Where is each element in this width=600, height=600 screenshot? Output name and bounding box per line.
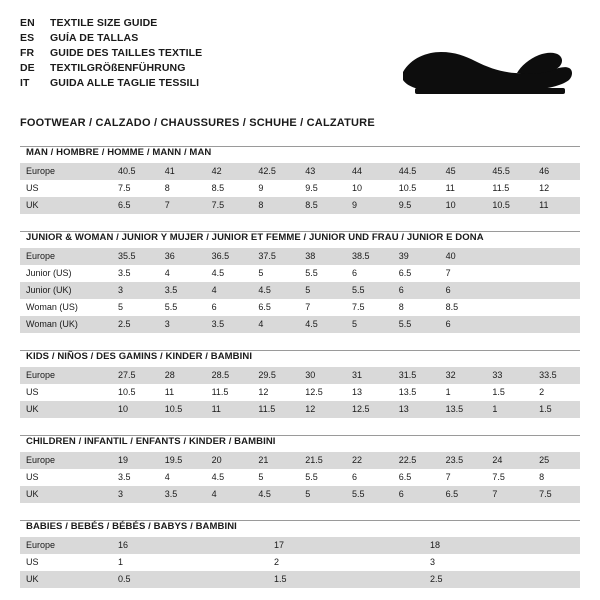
- size-cell: 6: [440, 282, 487, 299]
- size-cell: 22: [346, 452, 393, 469]
- size-cell: 1: [112, 554, 268, 571]
- size-cell: 4.5: [299, 316, 346, 333]
- size-cell: 11: [159, 384, 206, 401]
- language-title: TEXTILGRÖßENFÜHRUNG: [50, 62, 186, 74]
- size-cell: 42.5: [252, 163, 299, 180]
- table-row: [20, 265, 580, 282]
- table-row: [20, 537, 580, 554]
- size-cell: 1: [486, 401, 533, 418]
- size-cell: [486, 316, 533, 333]
- size-cell: 3: [112, 486, 159, 503]
- size-cell: 1.5: [268, 571, 424, 588]
- size-table: [20, 452, 580, 503]
- size-cell: 11: [440, 180, 487, 197]
- size-cell: 6.5: [252, 299, 299, 316]
- size-cell: 5: [112, 299, 159, 316]
- size-cell: 43: [299, 163, 346, 180]
- size-cell: 10: [112, 401, 159, 418]
- size-cell: 36: [159, 248, 206, 265]
- language-row: [20, 61, 202, 75]
- page-title: FOOTWEAR / CALZADO / CHAUSSURES / SCHUHE / CALZATURE: [20, 117, 375, 129]
- size-cell: 5.5: [299, 469, 346, 486]
- size-cell: 23.5: [440, 452, 487, 469]
- size-cell: 11: [533, 197, 580, 214]
- size-cell: 39: [393, 248, 440, 265]
- size-cell: 9: [346, 197, 393, 214]
- size-cell: 7: [486, 486, 533, 503]
- size-cell: 41: [159, 163, 206, 180]
- size-cell: 7: [159, 197, 206, 214]
- size-cell: 3: [112, 282, 159, 299]
- size-cell: 19.5: [159, 452, 206, 469]
- table-row: [20, 316, 580, 333]
- table-row: [20, 384, 580, 401]
- row-label: UK: [20, 401, 112, 418]
- size-cell: 12: [533, 180, 580, 197]
- size-cell: [486, 248, 533, 265]
- size-cell: 8.5: [206, 180, 253, 197]
- language-title: GUIDE DES TAILLES TEXTILE: [50, 47, 203, 59]
- size-tables: [20, 146, 580, 588]
- size-cell: 13: [346, 384, 393, 401]
- size-cell: 5.5: [159, 299, 206, 316]
- size-cell: 2.5: [424, 571, 580, 588]
- size-cell: 9: [252, 180, 299, 197]
- size-cell: 17: [268, 537, 424, 554]
- table-row: [20, 197, 580, 214]
- size-cell: 12.5: [299, 384, 346, 401]
- size-cell: 6: [346, 265, 393, 282]
- size-cell: 40.5: [112, 163, 159, 180]
- size-cell: 24: [486, 452, 533, 469]
- size-cell: 3.5: [159, 282, 206, 299]
- size-cell: 8: [533, 469, 580, 486]
- size-cell: 7.5: [112, 180, 159, 197]
- size-cell: 31: [346, 367, 393, 384]
- size-cell: 10.5: [486, 197, 533, 214]
- size-cell: 27.5: [112, 367, 159, 384]
- size-cell: 4: [159, 265, 206, 282]
- size-cell: 6: [393, 282, 440, 299]
- size-cell: 6.5: [393, 469, 440, 486]
- size-cell: 31.5: [393, 367, 440, 384]
- language-code: DE: [20, 62, 35, 74]
- size-cell: 30: [299, 367, 346, 384]
- table-row: [20, 452, 580, 469]
- size-cell: 5.5: [346, 282, 393, 299]
- size-cell: 13.5: [440, 401, 487, 418]
- group-title: JUNIOR & WOMAN / JUNIOR Y MUJER / JUNIOR ET FEMME / JUNIOR UND FRAU / JUNIOR E DONA: [26, 232, 484, 243]
- language-title: TEXTILE SIZE GUIDE: [50, 17, 158, 29]
- size-cell: 4: [206, 486, 253, 503]
- size-cell: 38.5: [346, 248, 393, 265]
- size-cell: 44.5: [393, 163, 440, 180]
- row-label: Junior (UK): [20, 282, 112, 299]
- group-title: BABIES / BEBÉS / BÉBÉS / BABYS / BAMBINI: [26, 521, 237, 532]
- size-cell: 4.5: [206, 265, 253, 282]
- size-cell: 8: [252, 197, 299, 214]
- size-cell: 13.5: [393, 384, 440, 401]
- size-cell: 0.5: [112, 571, 268, 588]
- row-label: Europe: [20, 248, 112, 265]
- size-cell: 10: [346, 180, 393, 197]
- size-cell: 7.5: [206, 197, 253, 214]
- size-cell: 8.5: [299, 197, 346, 214]
- size-cell: 18: [424, 537, 580, 554]
- size-cell: 46: [533, 163, 580, 180]
- size-cell: 3.5: [112, 469, 159, 486]
- size-cell: 21: [252, 452, 299, 469]
- size-cell: 4: [159, 469, 206, 486]
- size-cell: 38: [299, 248, 346, 265]
- size-cell: 5.5: [299, 265, 346, 282]
- language-title: GUIDA ALLE TAGLIE TESSILI: [50, 77, 200, 89]
- language-title: GUÍA DE TALLAS: [50, 32, 139, 44]
- size-cell: 7.5: [486, 469, 533, 486]
- size-cell: [533, 265, 580, 282]
- size-table-group: [20, 231, 580, 333]
- size-cell: 5: [299, 282, 346, 299]
- size-cell: 37.5: [252, 248, 299, 265]
- size-cell: 3: [159, 316, 206, 333]
- size-cell: 4.5: [252, 486, 299, 503]
- language-row: [20, 31, 202, 45]
- language-code: EN: [20, 17, 35, 29]
- language-row: [20, 46, 202, 60]
- size-cell: 45: [440, 163, 487, 180]
- row-label: Europe: [20, 367, 112, 384]
- size-cell: 12: [299, 401, 346, 418]
- size-cell: 21.5: [299, 452, 346, 469]
- size-cell: 6: [346, 469, 393, 486]
- size-cell: [533, 316, 580, 333]
- row-label: US: [20, 180, 112, 197]
- size-cell: 5.5: [346, 486, 393, 503]
- size-cell: [533, 248, 580, 265]
- size-cell: 2.5: [112, 316, 159, 333]
- size-cell: 3.5: [206, 316, 253, 333]
- size-cell: 11.5: [486, 180, 533, 197]
- size-cell: 44: [346, 163, 393, 180]
- size-cell: 6.5: [440, 486, 487, 503]
- size-cell: [486, 282, 533, 299]
- size-cell: 22.5: [393, 452, 440, 469]
- size-cell: [533, 299, 580, 316]
- table-row: [20, 367, 580, 384]
- table-row: [20, 401, 580, 418]
- size-cell: 12.5: [346, 401, 393, 418]
- language-row: [20, 16, 202, 30]
- size-cell: 19: [112, 452, 159, 469]
- size-cell: 5: [346, 316, 393, 333]
- dress-shoe-icon: [389, 28, 574, 103]
- size-cell: 3: [424, 554, 580, 571]
- row-label: US: [20, 554, 112, 571]
- size-cell: 3.5: [159, 486, 206, 503]
- table-row: [20, 248, 580, 265]
- size-cell: 8: [393, 299, 440, 316]
- size-table: [20, 537, 580, 588]
- size-cell: 7: [299, 299, 346, 316]
- table-row: [20, 469, 580, 486]
- size-cell: 20: [206, 452, 253, 469]
- size-cell: 25: [533, 452, 580, 469]
- row-label: Europe: [20, 537, 112, 554]
- size-cell: 8: [159, 180, 206, 197]
- size-cell: 45.5: [486, 163, 533, 180]
- size-cell: 29.5: [252, 367, 299, 384]
- size-cell: 10.5: [159, 401, 206, 418]
- size-cell: 5.5: [393, 316, 440, 333]
- size-cell: 11.5: [206, 384, 253, 401]
- table-row: [20, 282, 580, 299]
- size-cell: 28.5: [206, 367, 253, 384]
- row-label: Europe: [20, 452, 112, 469]
- size-table-group: [20, 350, 580, 418]
- size-cell: 5: [252, 469, 299, 486]
- row-label: Junior (US): [20, 265, 112, 282]
- size-cell: 32: [440, 367, 487, 384]
- size-cell: [533, 282, 580, 299]
- language-code: FR: [20, 47, 35, 59]
- size-table: [20, 163, 580, 214]
- group-title: CHILDREN / INFANTIL / ENFANTS / KINDER / BAMBINI: [26, 436, 276, 447]
- size-cell: 2: [533, 384, 580, 401]
- size-cell: 10.5: [393, 180, 440, 197]
- size-cell: 6: [440, 316, 487, 333]
- size-cell: 7.5: [533, 486, 580, 503]
- size-cell: 6: [393, 486, 440, 503]
- size-cell: 13: [393, 401, 440, 418]
- row-label: US: [20, 384, 112, 401]
- table-row: [20, 299, 580, 316]
- header: [20, 16, 580, 103]
- size-cell: 1.5: [486, 384, 533, 401]
- size-cell: [486, 299, 533, 316]
- size-cell: 10.5: [112, 384, 159, 401]
- table-row: [20, 554, 580, 571]
- size-table-group: [20, 146, 580, 214]
- language-title-list: [20, 16, 202, 90]
- size-cell: 4: [206, 282, 253, 299]
- size-cell: 5: [252, 265, 299, 282]
- size-cell: 40: [440, 248, 487, 265]
- row-label: Europe: [20, 163, 112, 180]
- size-cell: 6.5: [393, 265, 440, 282]
- size-cell: 7: [440, 265, 487, 282]
- size-cell: 7: [440, 469, 487, 486]
- row-label: UK: [20, 197, 112, 214]
- row-label: Woman (US): [20, 299, 112, 316]
- size-cell: 6.5: [112, 197, 159, 214]
- size-cell: 3.5: [112, 265, 159, 282]
- group-title: KIDS / NIÑOS / DES GAMINS / KINDER / BAMBINI: [26, 351, 253, 362]
- row-label: UK: [20, 571, 112, 588]
- size-cell: 4: [252, 316, 299, 333]
- size-cell: 33.5: [533, 367, 580, 384]
- size-cell: 2: [268, 554, 424, 571]
- size-cell: 33: [486, 367, 533, 384]
- size-cell: 4.5: [206, 469, 253, 486]
- size-cell: 42: [206, 163, 253, 180]
- table-row: [20, 163, 580, 180]
- size-cell: 6: [206, 299, 253, 316]
- size-cell: 11: [206, 401, 253, 418]
- row-label: Woman (UK): [20, 316, 112, 333]
- size-table-group: [20, 520, 580, 588]
- size-cell: 5: [299, 486, 346, 503]
- size-cell: 10: [440, 197, 487, 214]
- size-table: [20, 367, 580, 418]
- size-cell: 12: [252, 384, 299, 401]
- size-cell: 9.5: [393, 197, 440, 214]
- size-table: [20, 248, 580, 333]
- size-cell: 8.5: [440, 299, 487, 316]
- size-cell: 1.5: [533, 401, 580, 418]
- size-table-group: [20, 435, 580, 503]
- size-cell: 16: [112, 537, 268, 554]
- language-code: ES: [20, 32, 35, 44]
- size-cell: 4.5: [252, 282, 299, 299]
- table-row: [20, 486, 580, 503]
- size-cell: [486, 265, 533, 282]
- row-label: US: [20, 469, 112, 486]
- language-row: [20, 76, 202, 90]
- row-label: UK: [20, 486, 112, 503]
- language-code: IT: [20, 77, 30, 89]
- table-row: [20, 180, 580, 197]
- size-cell: 11.5: [252, 401, 299, 418]
- size-cell: 1: [440, 384, 487, 401]
- size-cell: 36.5: [206, 248, 253, 265]
- size-cell: 7.5: [346, 299, 393, 316]
- size-cell: 35.5: [112, 248, 159, 265]
- size-cell: 9.5: [299, 180, 346, 197]
- size-cell: 28: [159, 367, 206, 384]
- table-row: [20, 571, 580, 588]
- group-title: MAN / HOMBRE / HOMME / MANN / MAN: [26, 147, 212, 158]
